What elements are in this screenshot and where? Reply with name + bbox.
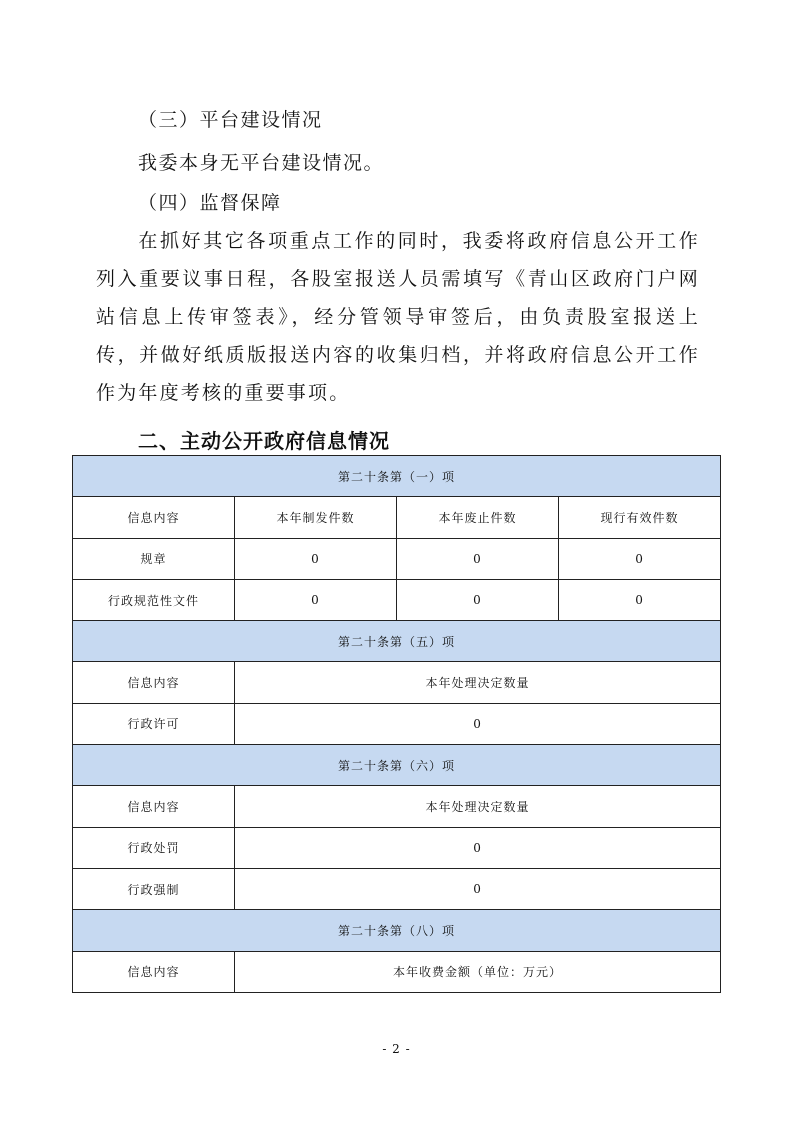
table-row <box>73 538 721 579</box>
table-row <box>73 579 721 620</box>
row-label: 行政强制 <box>73 868 235 909</box>
row-abolished: 0 <box>397 538 559 579</box>
row-value: 0 <box>235 827 721 868</box>
row-abolished: 0 <box>397 579 559 620</box>
supervision-text: 在抓好其它各项重点工作的同时，我委将政府信息公开工作列入重要议事日程，各股室报送人员需填写《青山区政府门户网站信息上传审签表》，经分管领导审签后，由负责股室报送上传，并做好纸质版报送内容的收集归档，并将政府信息公开工作作为年度考核的重要事项。 <box>96 230 700 404</box>
section-body-platform: 我委本身无平台建设情况。 <box>138 152 385 174</box>
table-header-row <box>73 497 721 538</box>
header-decision-count: 本年处理决定数量 <box>235 662 721 703</box>
section-body-supervision <box>96 222 700 412</box>
header-info-content: 信息内容 <box>73 497 235 538</box>
article-5-title: 第二十条第（五）项 <box>73 621 721 662</box>
table-header-row <box>73 786 721 827</box>
row-made: 0 <box>235 538 397 579</box>
row-label: 行政处罚 <box>73 827 235 868</box>
disclosure-table <box>72 455 721 993</box>
article-1-title: 第二十条第（一）项 <box>73 456 721 497</box>
row-value: 0 <box>235 868 721 909</box>
section-title-platform: （三）平台建设情况 <box>138 109 323 131</box>
header-info-content: 信息内容 <box>73 786 235 827</box>
row-value: 0 <box>235 703 721 744</box>
section-header-row <box>73 910 721 951</box>
header-decision-count: 本年处理决定数量 <box>235 786 721 827</box>
table-header-row <box>73 951 721 992</box>
article-6-title: 第二十条第（六）项 <box>73 745 721 786</box>
header-abolished-count: 本年废止件数 <box>397 497 559 538</box>
section-header-row <box>73 621 721 662</box>
table-row <box>73 827 721 868</box>
row-valid: 0 <box>559 579 721 620</box>
heading-active-disclosure: 二、主动公开政府信息情况 <box>138 429 390 453</box>
header-info-content: 信息内容 <box>73 951 235 992</box>
row-made: 0 <box>235 579 397 620</box>
page-number: - 2 - <box>382 1042 411 1056</box>
article-8-title: 第二十条第（八）项 <box>73 910 721 951</box>
header-info-content: 信息内容 <box>73 662 235 703</box>
table-row <box>73 703 721 744</box>
section-header-row <box>73 456 721 497</box>
header-valid-count: 现行有效件数 <box>559 497 721 538</box>
header-made-count: 本年制发件数 <box>235 497 397 538</box>
row-label: 行政许可 <box>73 703 235 744</box>
table-header-row <box>73 662 721 703</box>
table-row <box>73 868 721 909</box>
row-label: 规章 <box>73 538 235 579</box>
section-title-supervision: （四）监督保障 <box>138 192 282 214</box>
section-header-row <box>73 745 721 786</box>
row-valid: 0 <box>559 538 721 579</box>
header-fee-amount: 本年收费金额（单位：万元） <box>235 951 721 992</box>
row-label: 行政规范性文件 <box>73 579 235 620</box>
